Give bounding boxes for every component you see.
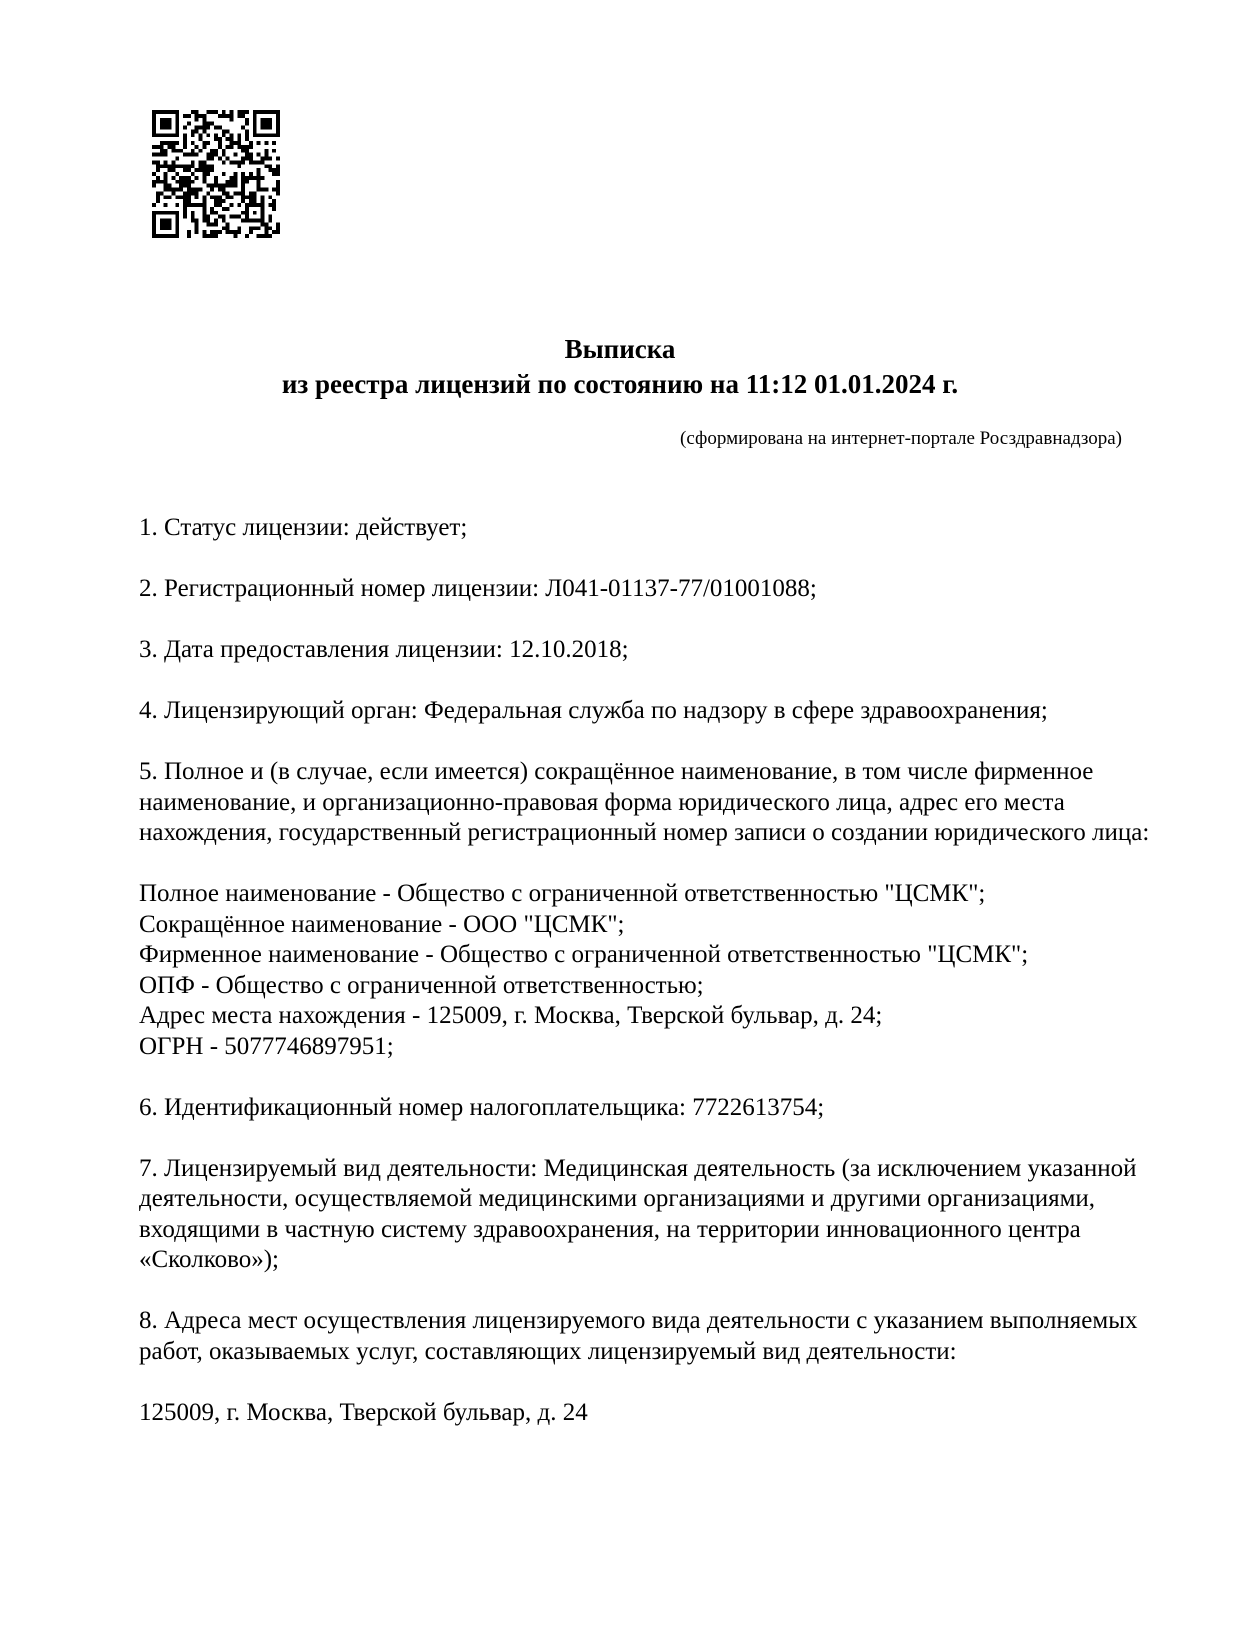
- paragraph-line: работ, оказываемых услуг, составляющих лицензируемый вид деятельности:: [139, 1337, 957, 1365]
- paragraph-2: [139, 574, 1149, 605]
- paragraph-line: ОПФ - Общество с ограниченной ответственностью;: [139, 971, 704, 999]
- title-line-2: из реестра лицензий по состоянию на 11:12 01.01.2024 г.: [281, 369, 959, 399]
- document-title: [0, 332, 1240, 402]
- paragraph-9: [139, 1306, 1149, 1367]
- paragraph-6: [139, 879, 1149, 1062]
- paragraph-line: Сокращённое наименование - ООО "ЦСМК";: [139, 910, 625, 938]
- paragraph-line: Фирменное наименование - Общество с ограниченной ответственностью "ЦСМК";: [139, 941, 1029, 968]
- paragraph-line: 7. Лицензируемый вид деятельности: Медицинская деятельность (за исключением указанной: [139, 1154, 1137, 1182]
- paragraph-line: 8. Адреса мест осуществления лицензируемого вида деятельности с указанием выполняемых: [139, 1307, 1138, 1334]
- paragraph-line: «Сколково»);: [139, 1246, 279, 1273]
- paragraph-8: [139, 1154, 1149, 1276]
- paragraph-line: 1. Статус лицензии: действует;: [139, 514, 468, 541]
- paragraph-3: [139, 635, 1149, 666]
- document-body: [139, 513, 1149, 1428]
- paragraph-line: ОГРН - 5077746897951;: [139, 1032, 394, 1060]
- paragraph-line: нахождения, государственный регистрационный номер записи о создании юридического лица:: [139, 819, 1150, 846]
- paragraph-line: Полное наименование - Общество с ограниченной ответственностью "ЦСМК";: [139, 880, 986, 907]
- paragraph-line: деятельности, осуществляемой медицинскими организациями и другими организациями,: [139, 1185, 1096, 1212]
- paragraph-line: Адрес места нахождения - 125009, г. Москва, Тверской бульвар, д. 24;: [139, 1002, 883, 1029]
- paragraph-10: [139, 1398, 1149, 1429]
- document-subtitle: (сформирована на интернет-портале Росздравнадзора): [680, 428, 1122, 449]
- title-line-1: Выписка: [564, 334, 676, 364]
- paragraph-line: 2. Регистрационный номер лицензии: Л041-01137-77/01001088;: [139, 575, 817, 602]
- qr-code: [152, 110, 280, 238]
- paragraph-line: 6. Идентификационный номер налогоплательщика: 7722613754;: [139, 1093, 825, 1121]
- paragraph-line: входящими в частную систему здравоохранения, на территории инновационного центра: [139, 1215, 1081, 1243]
- paragraph-line: 3. Дата предоставления лицензии: 12.10.2018;: [139, 636, 629, 663]
- paragraph-line: 4. Лицензирующий орган: Федеральная служба по надзору в сфере здравоохранения;: [139, 697, 1048, 724]
- paragraph-line: 5. Полное и (в случае, если имеется) сокращённое наименование, в том числе фирменное: [139, 758, 1094, 785]
- paragraph-5: [139, 757, 1149, 849]
- paragraph-line: 125009, г. Москва, Тверской бульвар, д. 24: [139, 1398, 588, 1426]
- paragraph-line: наименование, и организационно-правовая форма юридического лица, адрес его места: [139, 788, 1065, 816]
- paragraph-7: [139, 1093, 1149, 1124]
- paragraph-1: [139, 513, 1149, 544]
- paragraph-4: [139, 696, 1149, 727]
